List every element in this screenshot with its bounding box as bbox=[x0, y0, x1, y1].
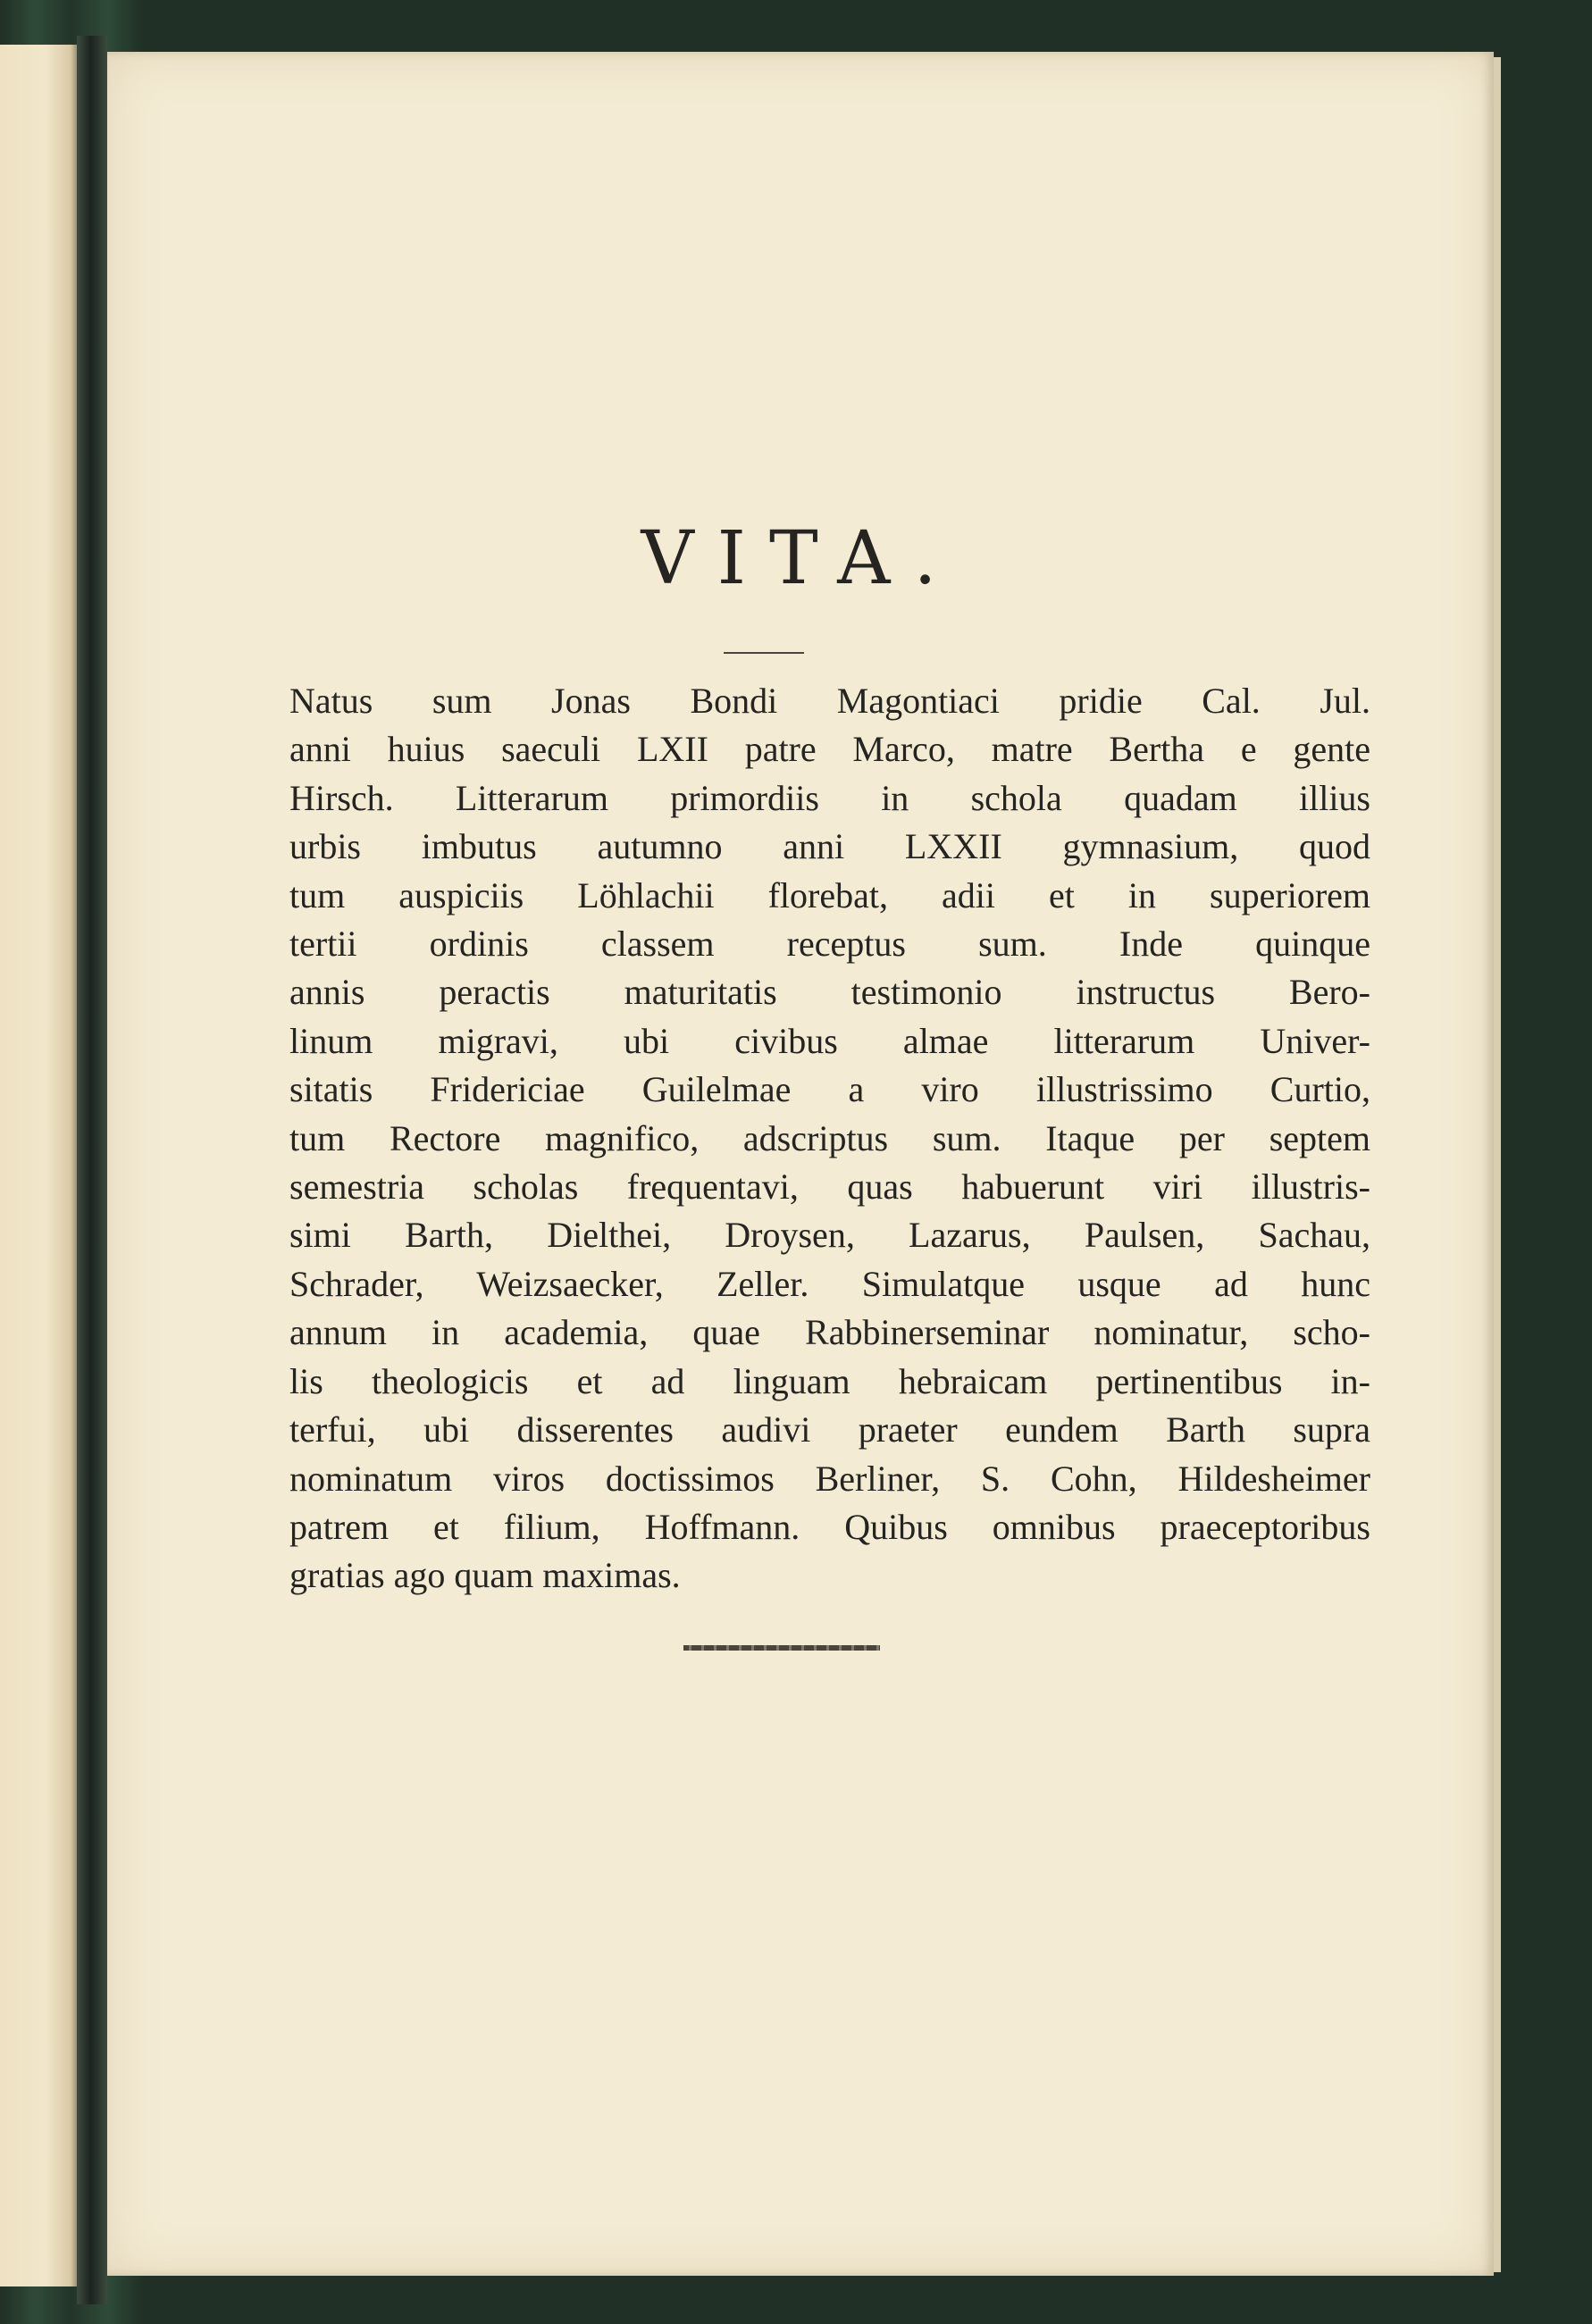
text-line: lis theologicis et ad linguam hebraicam pertinentibus in- bbox=[289, 1360, 1370, 1401]
text-line: linum migravi, ubi civibus almae litterarum Univer- bbox=[289, 1020, 1370, 1061]
text-line: Schrader, Weizsaecker, Zeller. Simulatque usque ad hunc bbox=[289, 1263, 1370, 1304]
text-line: tum auspiciis Löhlachii florebat, adii et in superiorem bbox=[289, 874, 1370, 915]
text-line: annis peractis maturitatis testimonio instructus Bero- bbox=[289, 972, 1370, 1013]
vita-paragraph bbox=[289, 677, 1370, 1601]
closing-ornament-rule bbox=[683, 1645, 880, 1651]
title-rule bbox=[724, 652, 804, 654]
book-gutter bbox=[77, 36, 107, 2304]
text-line: anni huius saeculi LXII patre Marco, matre Bertha e gente bbox=[289, 729, 1370, 770]
text-line: annum in academia, quae Rabbinerseminar nominatur, scho- bbox=[289, 1312, 1370, 1353]
text-line: tum Rectore magnifico, adscriptus sum. Itaque per septem bbox=[289, 1117, 1370, 1158]
text-line: Hirsch. Litterarum primordiis in schola quadam illius bbox=[289, 777, 1370, 818]
page bbox=[107, 52, 1494, 2276]
text-line: gratias ago quam maximas. bbox=[289, 1555, 681, 1596]
text-line: patrem et filium, Hoffmann. Quibus omnibus praeceptoribus bbox=[289, 1506, 1370, 1547]
text-line: simi Barth, Dielthei, Droysen, Lazarus, Paulsen, Sachau, bbox=[289, 1215, 1370, 1256]
text-line: semestria scholas frequentavi, quas habuerunt viri illustris- bbox=[289, 1166, 1370, 1208]
text-line: urbis imbutus autumno anni LXXII gymnasium, quod bbox=[289, 826, 1370, 867]
text-line: sitatis Fridericiae Guilelmae a viro illustrissimo Curtio, bbox=[289, 1069, 1370, 1110]
text-line: Natus sum Jonas Bondi Magontiaci pridie Cal. Jul. bbox=[289, 681, 1370, 721]
page-edge bbox=[1494, 57, 1501, 2272]
text-line: tertii ordinis classem receptus sum. Inde quinque bbox=[289, 924, 1370, 965]
text-line: nominatum viros doctissimos Berliner, S. Cohn, Hildesheimer bbox=[289, 1458, 1370, 1499]
page-title: VITA. bbox=[641, 516, 960, 601]
facing-page-edge bbox=[0, 45, 77, 2286]
text-line: terfui, ubi disserentes audivi praeter eundem Barth supra bbox=[289, 1409, 1370, 1450]
